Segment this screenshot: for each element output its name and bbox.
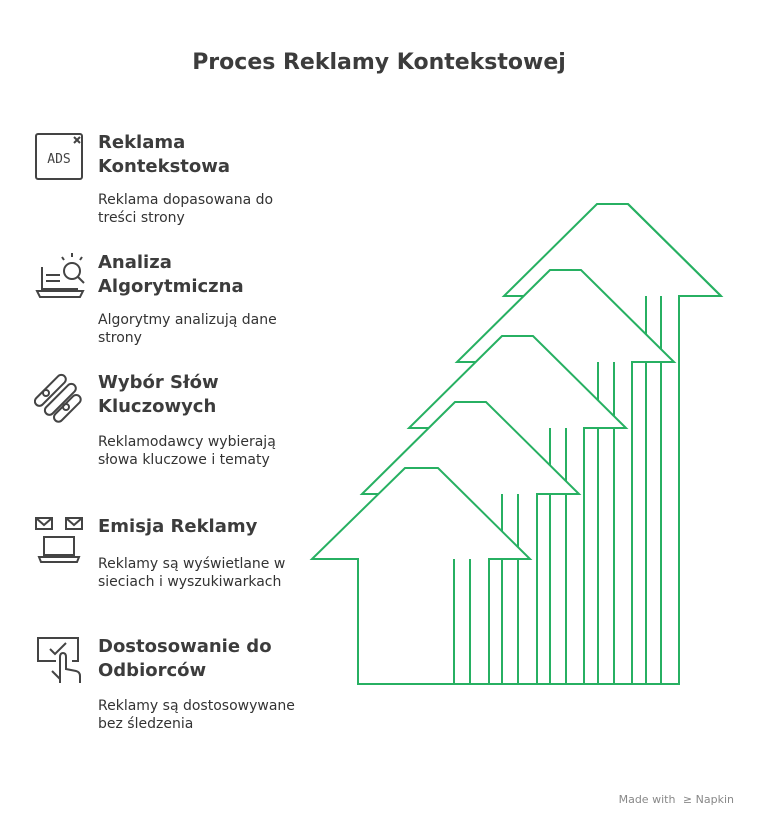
napkin-logo-icon: ≥ (682, 793, 693, 806)
step-title: Dostosowanie do Odbiorców (98, 636, 272, 681)
step-description: Reklamy są dostosowywane bez śledzenia (98, 698, 295, 732)
page-title: Proces Reklamy Kontekstowej (192, 50, 566, 75)
step-title: Wybór Słów Kluczowych (98, 372, 219, 417)
step-description: Reklamodawcy wybierają słowa kluczowe i tematy (98, 434, 276, 468)
step-title: Analiza Algorytmiczna (98, 252, 244, 297)
step-description: Algorytmy analizują dane strony (98, 312, 277, 346)
step-title: Reklama Kontekstowa (98, 132, 231, 177)
step-description: Reklamy są wyświetlane w sieciach i wyszukiwarkach (98, 556, 286, 590)
svg-text:ADS: ADS (47, 152, 71, 167)
made-with-footer (619, 793, 734, 806)
napkin-brand: Napkin (695, 793, 734, 806)
made-with-label: Made with (618, 793, 676, 806)
step-title: Emisja Reklamy (98, 516, 258, 537)
step-description: Reklama dopasowana do treści strony (98, 192, 274, 226)
